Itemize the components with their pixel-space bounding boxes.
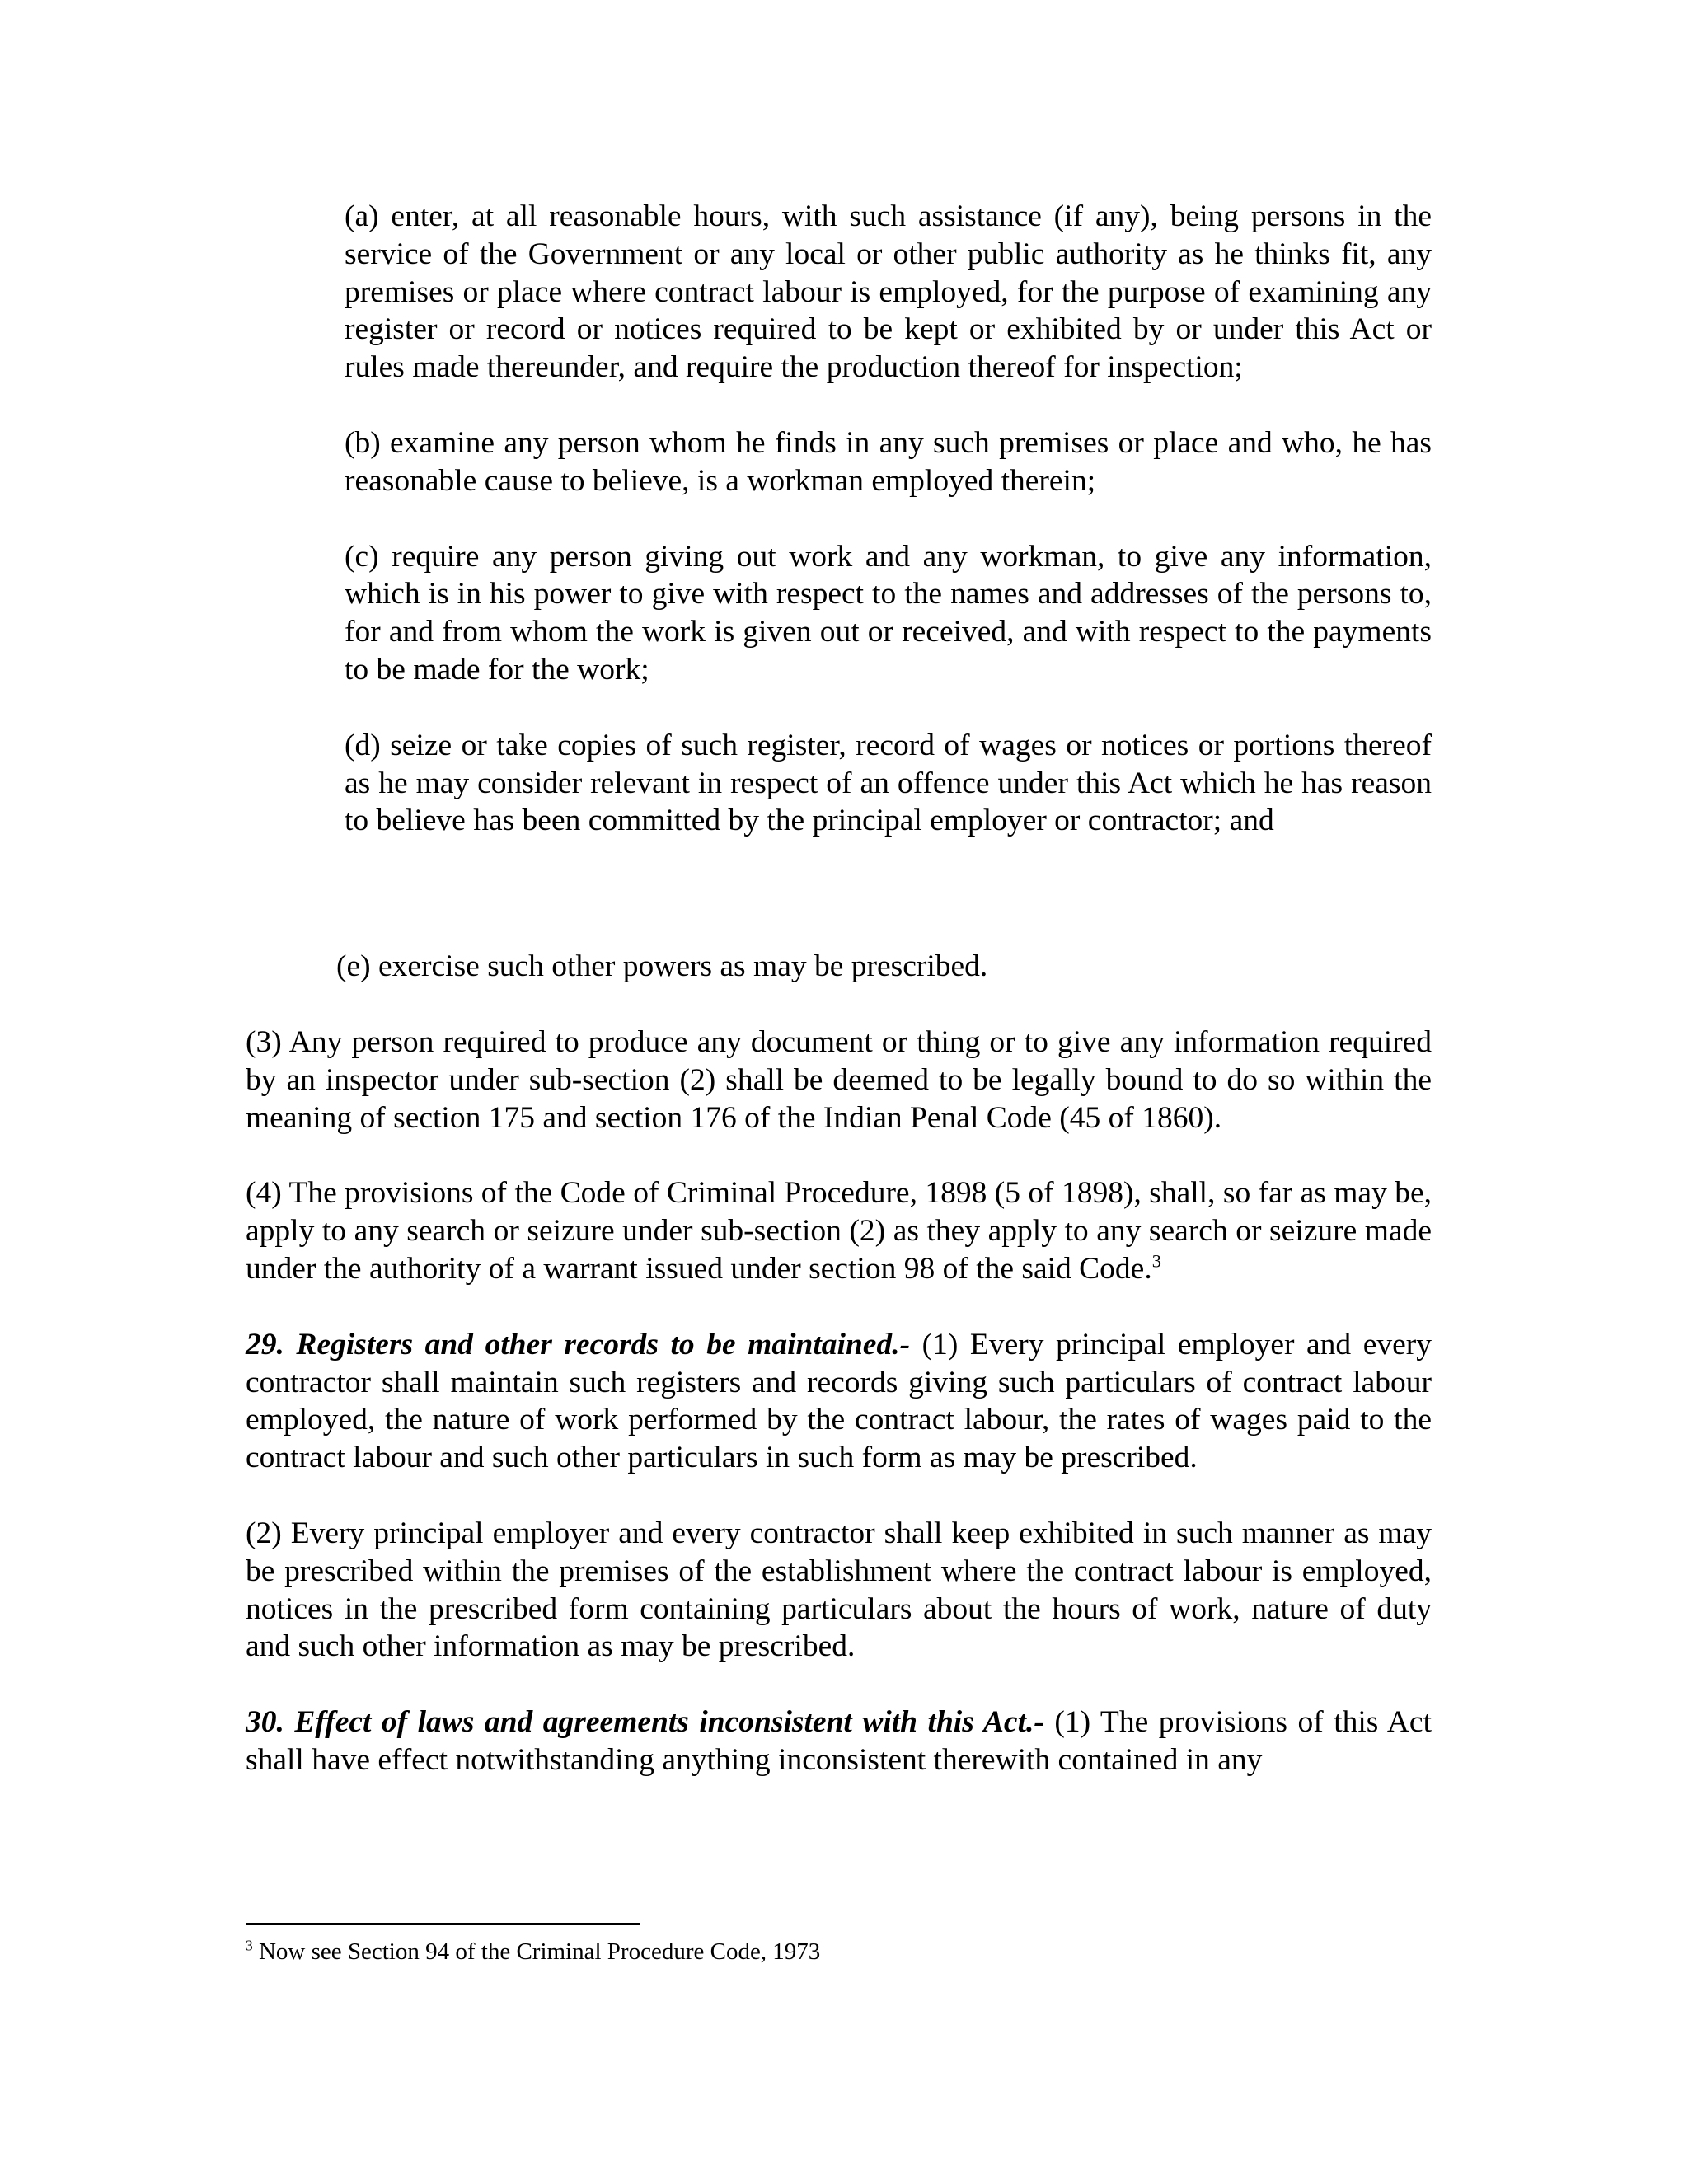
section-29-para-1-body: (1) Every principal employer and every contractor shall maintain such registers and records giving such particulars of contract labour employed, the nature of work performed by the contract labour, the rates of wages paid to the contract labour and such other particulars in such form as may be prescribed.	[246, 1327, 1432, 1475]
main-text	[246, 1024, 1432, 1817]
section-29-para-2: (2) Every principal employer and every contractor shall keep exhibited in such manner as may be prescribed within the premises of the establishment where the contract labour is employed, notices in the prescribed form containing particulars about the hours of work, nature of duty and such other information as may be prescribed.	[246, 1516, 1432, 1664]
subsection-4-text: (4) The provisions of the Code of Criminal Procedure, 1898 (5 of 1898), shall, so far as may be, apply to any search or seizure under sub-section (2) as they apply to any search or seizure made under the authority of a warrant issued under section 98 of the said Code.	[246, 1176, 1432, 1286]
clause-e: (e) exercise such other powers as may be prescribed.	[336, 949, 988, 983]
clause-a: (a) enter, at all reasonable hours, with such assistance (if any), being persons in the service of the Government or any local or other public authority as he thinks fit, any premises or place where contract labour is employed, for the purpose of examining any register or record or notices required to be kept or exhibited by or under this Act or rules made thereunder, and require the production thereof for inspection;	[345, 199, 1432, 385]
clause-b: (b) examine any person whom he finds in any such premises or place and who, he has reasonable cause to believe, is a workman employed therein;	[345, 425, 1432, 498]
clause-c: (c) require any person giving out work and any workman, to give any information, which is in his power to give with respect to the names and addresses of the persons to, for and from whom the work is given out or received, and with respect to the payments to be made for the work;	[345, 539, 1432, 687]
footnote	[246, 1937, 820, 1966]
section-30-heading: 30. Effect of laws and agreements inconsistent with this Act.-	[246, 1705, 1044, 1740]
section-29-para-1	[246, 1326, 1432, 1477]
footnote-mark: 3	[246, 1937, 253, 1954]
section-30-para-1-body: (1) The provisions of this Act shall have effect notwithstanding anything inconsistent therewith contained in any	[246, 1705, 1432, 1777]
footnote-divider	[246, 1923, 640, 1925]
clause-list	[345, 198, 1432, 878]
clause-d: (d) seize or take copies of such register, record of wages or notices or portions thereof as he may consider relevant in respect of an offence under this Act which he has reason to believe has been committed by the principal employer or contractor; and	[345, 728, 1432, 838]
footnote-text: Now see Section 94 of the Criminal Procedure Code, 1973	[252, 1938, 821, 1965]
clause-e-wrap	[336, 948, 1432, 1024]
section-29-heading: 29. Registers and other records to be maintained.-	[246, 1327, 911, 1361]
footnote-reference: 3	[1151, 1250, 1161, 1272]
subsection-4	[246, 1174, 1432, 1287]
subsection-3: (3) Any person required to produce any document or thing or to give any information required by an inspector under sub-section (2) shall be deemed to be legally bound to do so within the meaning of section 175 and section 176 of the Indian Penal Code (45 of 1860).	[246, 1025, 1432, 1135]
section-30-para-1	[246, 1704, 1432, 1779]
